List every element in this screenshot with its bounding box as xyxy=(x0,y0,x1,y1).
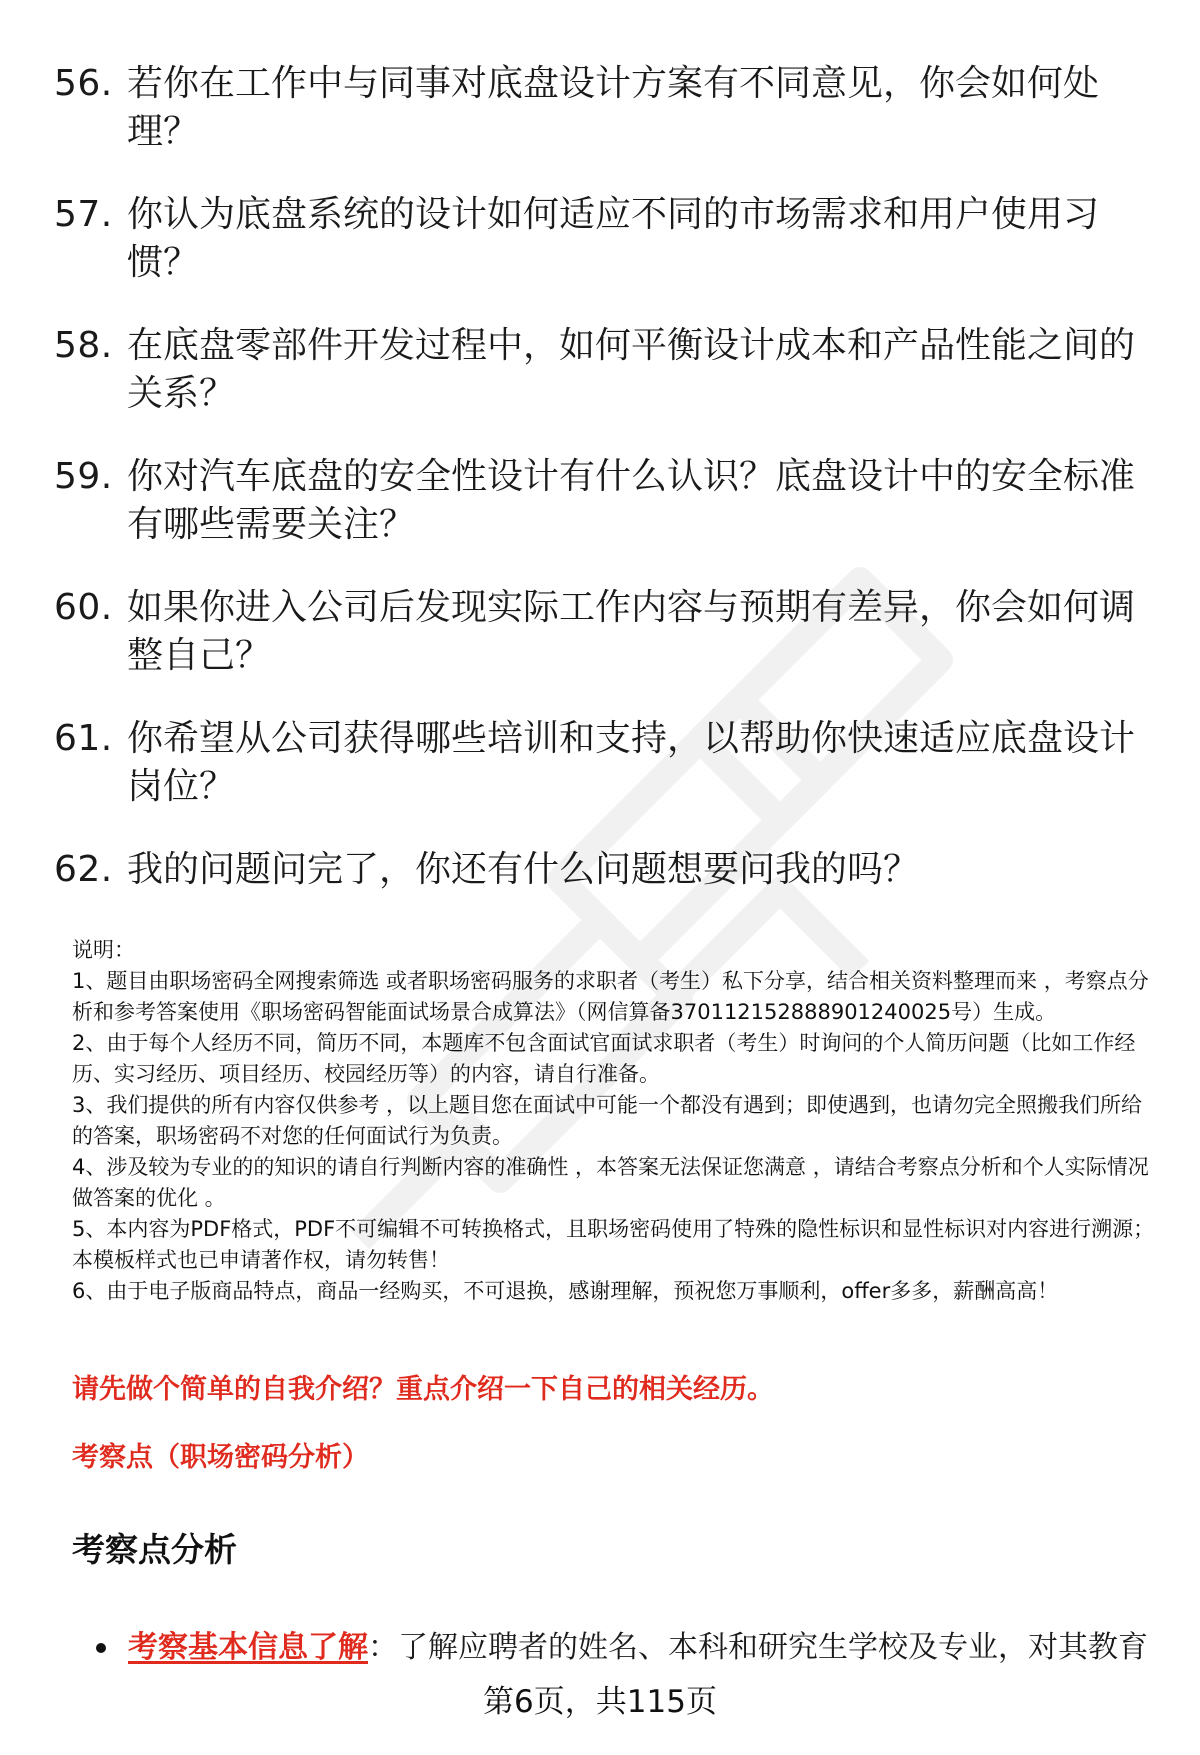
question-number: 58. xyxy=(54,325,113,366)
interview-question-heading: 请先做个简单的自我介绍？重点介绍一下自己的相关经历。 xyxy=(72,1374,774,1405)
note-item: 5、本内容为PDF格式，PDF不可编辑不可转换格式，且职场密码使用了特殊的隐性标识和显性标识对内容进行溯源；本模板样式也已申请著作权，请勿转售！ xyxy=(72,1217,1155,1272)
question-item xyxy=(54,60,1144,156)
question-number: 60. xyxy=(54,587,113,628)
note-item: 2、由于每个人经历不同，简历不同，本题库不包含面试官面试求职者（考生）时询问的个人简历问题（比如工作经历、实习经历、项目经历、校园经历等）的内容，请自行准备。 xyxy=(72,1031,1136,1086)
question-text: 你认为底盘系统的设计如何适应不同的市场需求和用户使用习惯？ xyxy=(127,194,1100,283)
bullet-icon xyxy=(96,1643,106,1653)
question-item xyxy=(54,453,1144,549)
question-item xyxy=(54,846,1144,894)
analysis-subheading: 考察点（职场密码分析） xyxy=(72,1442,369,1473)
question-number: 57. xyxy=(54,194,113,235)
question-number: 59. xyxy=(54,456,113,497)
question-item xyxy=(54,191,1144,287)
question-text: 如果你进入公司后发现实际工作内容与预期有差异，你会如何调整自己？ xyxy=(127,587,1136,676)
question-text: 我的问题问完了，你还有什么问题想要问我的吗？ xyxy=(127,849,920,890)
bullet-term-link[interactable]: 考察基本信息了解 xyxy=(128,1630,368,1665)
question-item xyxy=(54,322,1144,418)
disclaimer-notes xyxy=(72,935,1162,1307)
question-text: 若你在工作中与同事对底盘设计方案有不同意见，你会如何处理？ xyxy=(127,63,1100,152)
section-title: 考察点分析 xyxy=(72,1530,237,1569)
question-text: 你希望从公司获得哪些培训和支持，以帮助你快速适应底盘设计岗位？ xyxy=(127,718,1136,807)
question-number: 56. xyxy=(54,63,113,104)
question-number: 62. xyxy=(54,849,113,890)
note-item: 6、由于电子版商品特点，商品一经购买，不可退换，感谢理解，预祝您万事顺利，offer多多，薪酬高高！ xyxy=(72,1279,1059,1303)
bullet-text: ：了解应聘者的姓名、本科和研究生学校及专业，对其教育 xyxy=(368,1630,1148,1665)
note-item: 3、我们提供的所有内容仅供参考 ，以上题目您在面试中可能一个都没有遇到；即使遇到，也请勿完全照搬我们所给的答案，职场密码不对您的任何面试行为负责。 xyxy=(72,1093,1143,1148)
question-number: 61. xyxy=(54,718,113,759)
question-item xyxy=(54,584,1144,680)
notes-heading: 说明： xyxy=(72,938,135,962)
page-footer: 第6页，共115页 xyxy=(483,1684,717,1720)
question-text: 你对汽车底盘的安全性设计有什么认识？底盘设计中的安全标准有哪些需要关注？ xyxy=(127,456,1136,545)
question-text: 在底盘零部件开发过程中，如何平衡设计成本和产品性能之间的关系？ xyxy=(127,325,1136,414)
analysis-bullet xyxy=(96,1626,1166,1670)
note-item: 4、涉及较为专业的的知识的请自行判断内容的准确性 ，本答案无法保证您满意 ，请结合考察点分析和个人实际情况做答案的优化 。 xyxy=(72,1155,1149,1210)
note-item: 1、题目由职场密码全网搜索筛选 或者职场密码服务的求职者（考生）私下分享，结合相关资料整理而来 ，考察点分析和参考答案使用《职场密码智能面试场景合成算法》（网信算备370112152888901240025号）生成。 xyxy=(72,969,1149,1024)
question-list xyxy=(54,60,1144,929)
question-item xyxy=(54,715,1144,811)
